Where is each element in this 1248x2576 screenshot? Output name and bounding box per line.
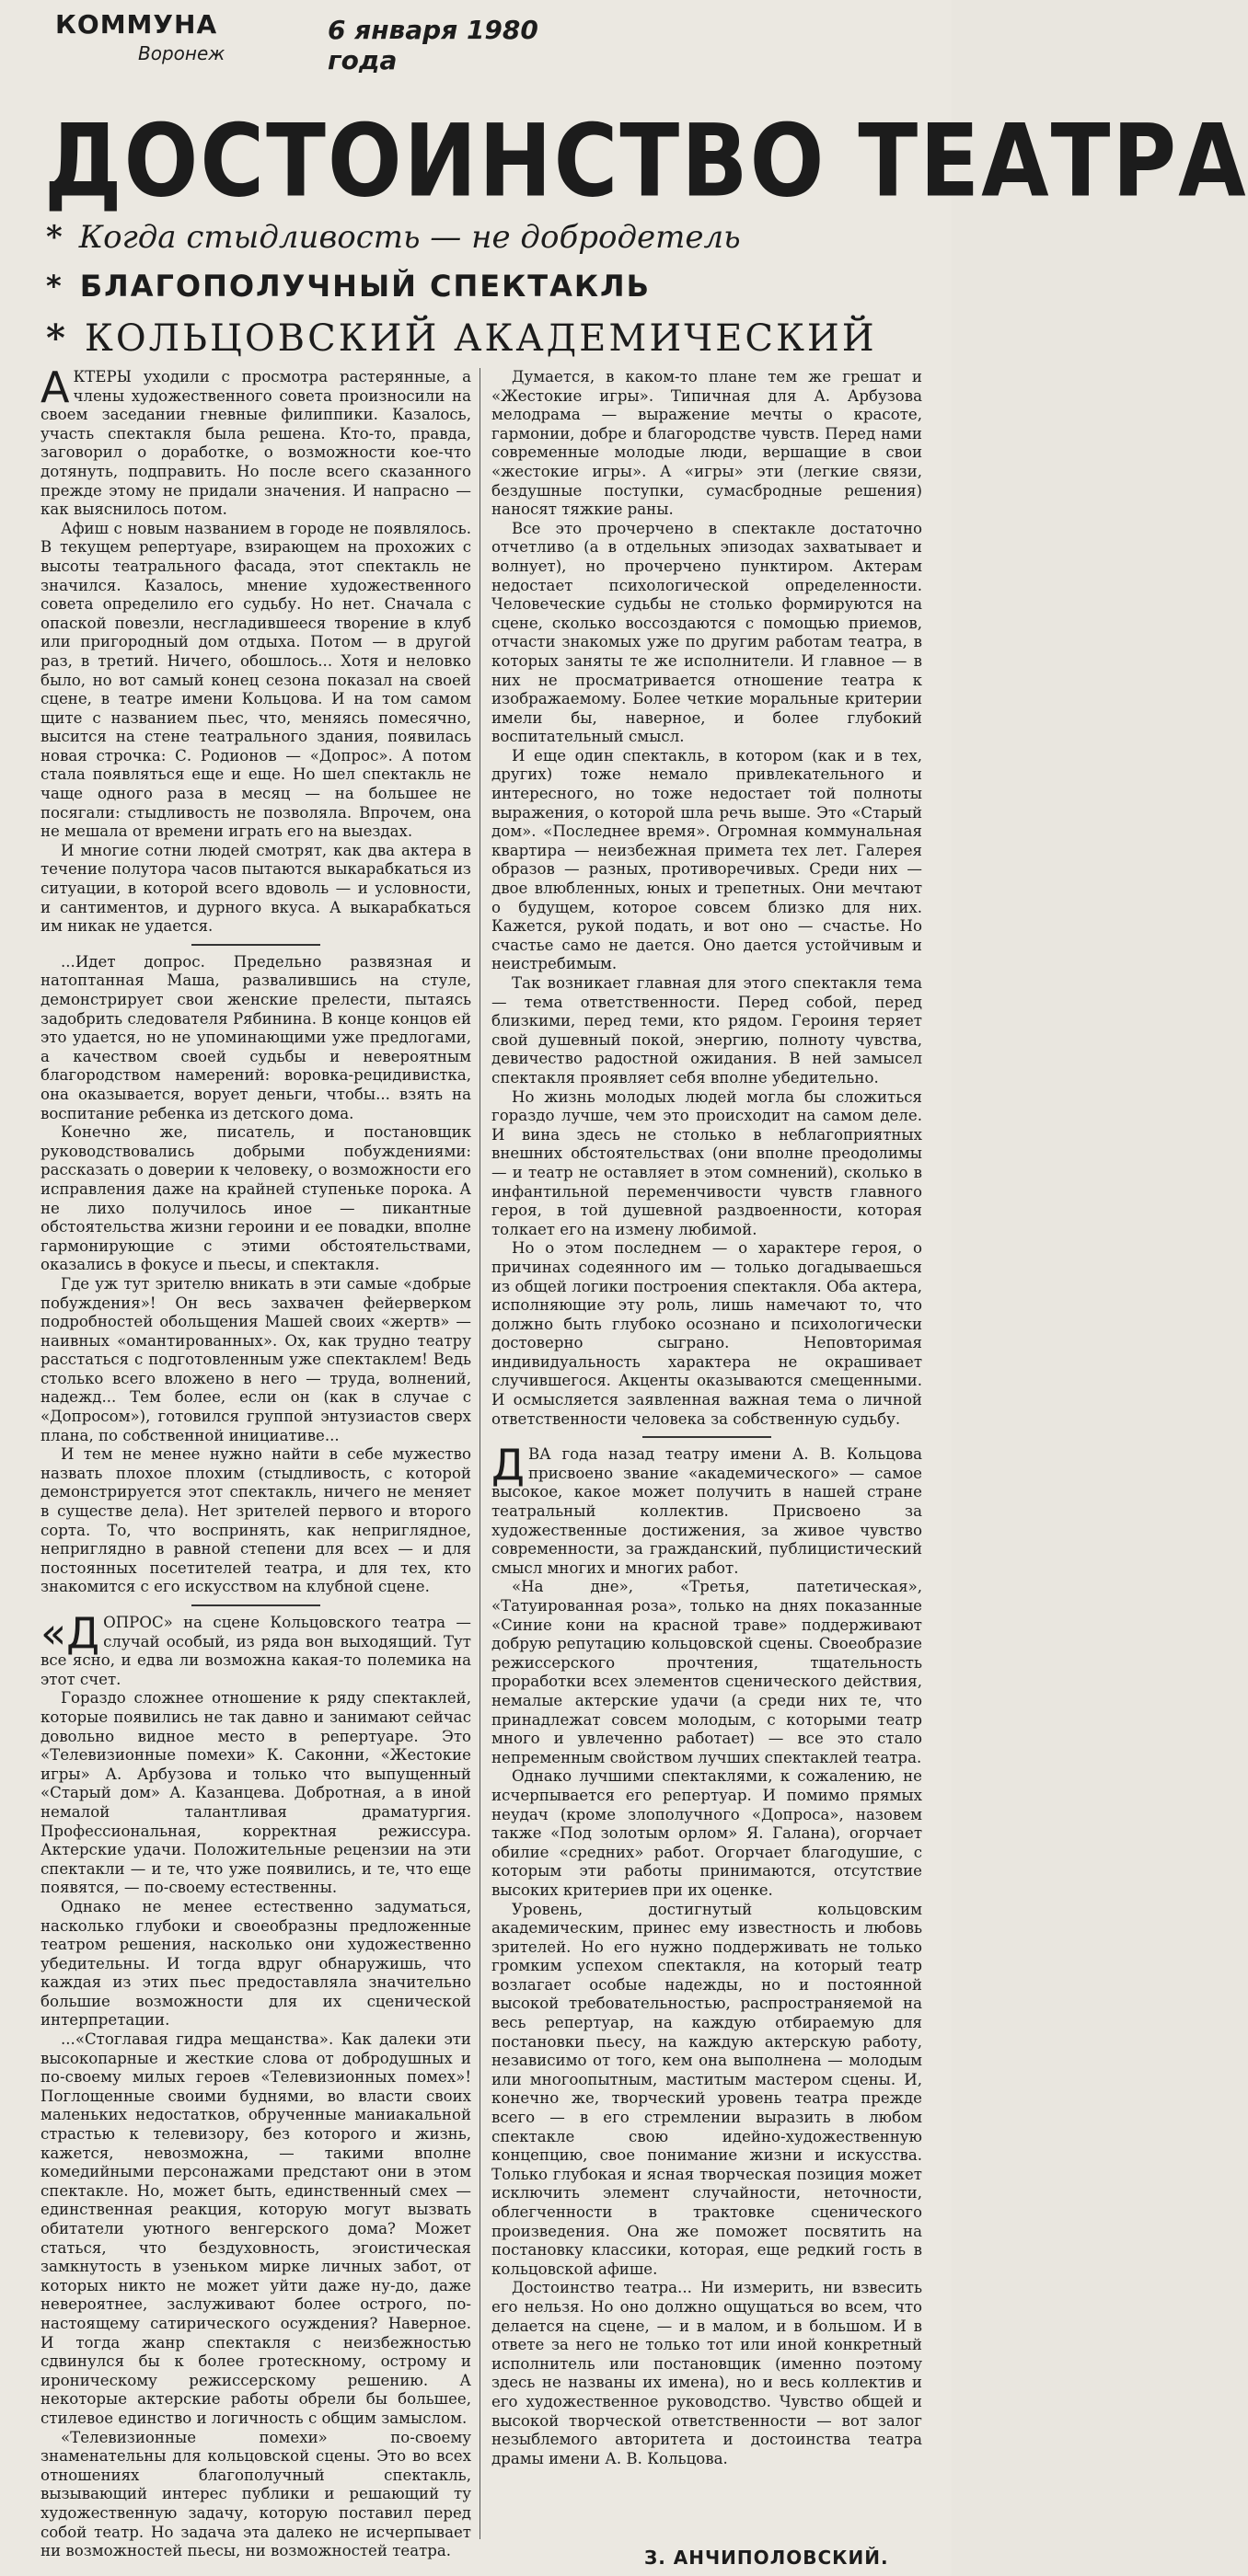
paragraph: ...«Стоглавая гидра мещанства». Как далеки эти высокопарные и жесткие слова от добродушных и по-своему милых героев «Телевизионных помех»! Поглощенные своими буднями, во власти своих маленьких недостатков, обрученные маниакальной страстью к телевизору, без которого и жизнь, кажется, невозможна, — такими вполне комедийными персонажами предстают они в этом спектакле. Но, может быть, единственный смех — единственная реакция, которую могут вызвать обитатели уютного венгерского дома? Может статься, что бездуховность, эгоистическая замкнутость в узеньком мирке личных забот, от которых никто не может уйти даже ну-до, даже невероятнее, заслуживают более острого, по-настоящему сатирического осуждения? Наверное. И тогда жанр спектакля с неизбежностью сдвинулся бы к более гротескному, острому и ироническому режиссерскому решению. А некоторые актерские работы обрели бы большее, стилевое единство и логичность с общим замыслом.: [40, 2030, 471, 2427]
paragraph: Думается, в каком-то плане тем же грешат и «Жестокие игры». Типичная для А. Арбузова мелодрама — выражение мечты о красоте, гармонии, добре и благородстве чувств. Перед нами современные молодые люди, вершащие в свои «жестокие игры». А «игры» эти (легкие связи, бездушные поступки, сумасбродные решения) наносят тяжкие раны.: [491, 368, 922, 519]
asterisk-icon: *: [46, 316, 68, 360]
asterisk-icon: *: [46, 219, 63, 256]
paragraph: Гораздо сложнее отношение к ряду спектаклей, которые появились не так давно и занимают сейчас довольно видное место в репертуаре. Это «Телевизионные помехи» К. Саконни, «Жестокие игры» А. Арбузова и только что выпущенный «Старый дом» А. Казанцева. Добротная, а в иной немалой талантливая драматургия. Профессиональная, корректная режиссура. Актерские удачи. Положительные рецензии на эти спектакли — и те, что уже появились, и те, что еще появятся, — по-своему естественны.: [40, 1689, 471, 1897]
paragraph: «Телевизионные помехи» по-своему знаменательны для кольцовской сцены. Это во всех отношениях благополучный спектакль, вызывающий интерес публики и решающий ту художественную задачу, которую поставил перед собой театр. Но задача эта далеко не исчерпывает ни возможностей пьесы, ни возможностей театра.: [40, 2428, 471, 2560]
paragraph: Однако лучшими спектаклями, к сожалению, не исчерпывается его репертуар. И помимо прямых неудач (кроме злополучного «Допроса», назовем также «Под золотым орлом» Я. Галана), огорчает обилие «средних» работ. Огорчает благодушие, с которым эти работы принимаются, отсутствие высоких критериев при их оценке.: [491, 1767, 922, 1899]
paragraph: Афиш с новым названием в городе не появлялось. В текущем репертуаре, взирающем на прохожих с высоты театрального фасада, этот спектакль не значился. Казалось, мнение художественного совета определило его судьбу. Но нет. Сначала с опаской повезли, несгладившееся творение в клуб или пригородный дом отдыха. Потом — в другой раз, в третий. Ничего, обошлось... Хотя и неловко было, но вот самый конец сезона показал на своей сцене, в театре имени Кольцова. И на том самом щите с названием пьес, что, меняясь помесячно, высится на стене театрального здания, появилась новая строчка: С. Родионов — «Допрос». А потом стала появляться еще и еще. Но шел спектакль не чаще одного раза в месяц — на большее не посягали: стыдливость не позволяла. Впрочем, она не мешала от времени играть его на выездах.: [40, 519, 471, 841]
paragraph: «ДОПРОС» на сцене Кольцовского театра — случай особый, из ряда вон выходящий. Тут все ясно, и едва ли возможна какая-то полемика на этот счет.: [40, 1608, 471, 1688]
paragraph: ДВА года назад театру имени А. В. Кольцова присвоено звание «академического» — самое высокое, какое может получить в нашей стране театральный коллектив. Присвоено за художественные достижения, за живое чувство современности, за гражданский, публицистический смысл многих и многих работ.: [491, 1440, 922, 1577]
masthead: [55, 6, 607, 75]
asterisk-icon: *: [46, 269, 64, 304]
paragraph: Так возникает главная для этого спектакля тема — тема ответственности. Перед собой, перед близкими, перед теми, кто рядом. Героиня теряет свой душевный покой, энергию, полноту чувства, девичество радостной ожидания. В ней замысел спектакля проявляет себя вполне убедительно.: [491, 974, 922, 1087]
paragraph: Все это прочерчено в спектакле достаточно отчетливо (а в отдельных эпизодах захватывает и волнует), но прочерчено пунктиром. Актерам недостает психологической определенности. Человеческие судьбы не столько формируются на сцене, сколько воссоздаются с помощью приемов, отчасти знакомых уже по другим работам театра, в которых заняты те же исполнители. И главное — в них не просматривается отношение театра к изображаемому. Более четкие моральные критерии имели бы, наверное, и более глубокий воспитательный смысл.: [491, 519, 922, 746]
paragraph: Достоинство театра... Ни измерить, ни взвесить его нельзя. Но оно должно ощущаться во всем, что делается на сцене, — и в малом, и в большом. И в ответе за него не только тот или иной конкретный исполнитель или постановщик (именно поэтому здесь не названы их имена), но и весь коллектив и его художественное руководство. Чувство общей и высокой творческой ответственности — вот залог незыблемого авторитета и достоинства театра драмы имени А. В. Кольцова.: [491, 2279, 922, 2467]
article-column-left: [40, 362, 471, 2560]
paragraph: Но жизнь молодых людей могла бы сложиться гораздо лучше, чем это происходит на самом деле. И вина здесь не столько в неблагоприятных внешних обстоятельствах (они вполне преодолимы — и театр не оставляет в этом сомнений), сколько в инфантильной переменчивости чувств главного героя, в той душевной раздвоенности, которая толкает его на измену любимой.: [491, 1087, 922, 1238]
subhead-3: [46, 316, 877, 360]
newspaper-name: КОММУНА: [55, 9, 218, 40]
paragraph: Однако не менее естественно задуматься, насколько глубоки и своеобразны предложенные театром решения, насколько они художественно убедительны. И тогда вдруг обнаружишь, что каждая из этих пьес предоставляла значительно большие возможности для их сценической интерпретации.: [40, 1897, 471, 2030]
article-headline: ДОСТОИНСТВО ТЕАТРА: [44, 103, 1248, 220]
subhead-2: [46, 269, 651, 304]
paragraph: И многие сотни людей смотрят, как два актера в течение полутора часов пытаются выкарабкаться из ситуации, в которой всего вдоволь — и условности, и сантиментов, и дурного вкуса. А выкарабкаться им никак не удается.: [40, 841, 471, 936]
article-column-right: [491, 368, 922, 2548]
section-divider: [191, 1604, 320, 1606]
section-divider: [191, 944, 320, 946]
paragraph: ...Идет допрос. Предельно развязная и натоптанная Маша, развалившись на стуле, демонстрирует свои женские прелести, пытаясь задобрить следователя Рябинина. В конце концов ей это удается, но не упоминающими уже предлогами, а качеством своей судьбы и невероятным благородством намерений: воровка-рецидивистка, она оказывается, ворует деньги, чтобы... взять на воспитание ребенка из детского дома.: [40, 952, 471, 1122]
issue-date: 6 января 1980 года: [328, 15, 538, 75]
section-divider: [642, 1436, 771, 1438]
paragraph: Но о этом последнем — о характере героя, о причинах содеянного им — только догадываешься из общей логики построения спектакля. Оба актера, исполняющие эту роль, лишь намечают то, что должно быть глубоко осознано и психологически достоверно сыграно. Неповторимая индивидуальность характера не окрашивает случившегося. Акценты оказываются смещенными. И осмысляется заявленная важная тема о личной ответственности человека за собственную судьбу.: [491, 1239, 922, 1428]
subhead-2-text: БЛАГОПОЛУЧНЫЙ СПЕКТАКЛЬ: [79, 269, 652, 304]
paragraph: И еще один спектакль, в котором (как и в тех, других) тоже немало привлекательного и интересного, но тоже недостает той полноты выражения, о которой шла речь выше. Это «Старый дом». «Последнее время». Огромная коммунальная квартира — неизбежная примета тех лет. Галерея образов — разных, противоречивых. Среди них — двое влюбленных, юных и трепетных. Они мечтают о будущем, которое совсем близко для них. Кажется, рукой подать, и вот оно — счастье. Но счастье само не дается. Оно дается устойчивым и неистребимым.: [491, 746, 922, 973]
paragraph: И тем не менее нужно найти в себе мужество назвать плохое плохим (стыдливость, с которой демонстрируется этот спектакль, ничего не меняет в существе дела). Нет зрителей первого и второго сорта. То, что воспринять, как неприглядное, неприглядно в равной степени для всех — и для постоянных посетителей театра, и для тех, кто знакомится с его искусством на клубной сцене.: [40, 1445, 471, 1596]
article-author: З. АНЧИПОЛОВСКИЙ.: [644, 2547, 889, 2569]
subhead-1-text: Когда стыдливость — не добродетель: [78, 219, 741, 256]
subhead-3-text: КОЛЬЦОВСКИЙ АКАДЕМИЧЕСКИЙ: [84, 317, 877, 360]
paragraph: Уровень, достигнутый кольцовским академическим, принес ему известность и любовь зрителей. Но его нужно поддерживать не только громким успехом спектакля, на который театр возлагает особые надежды, но и постоянной высокой требовательностью, распространяемой на весь репертуар, на каждую отбираемую для постановки пьесу, на каждую актерскую работу, независимо от того, кем она выполнена — молодым или многоопытным, маститым мастером сцены. И, конечно же, творческий уровень театра прежде всего — в его стремлении выразить в любом спектакле свою идейно-художественную концепцию, свое понимание жизни и искусства. Только глубокая и ясная творческая позиция может исключить элемент случайности, неточности, облегченности в трактовке сценического произведения. Она же поможет посвятить на постановку классики, которая, еще редкий гость в кольцовской афише.: [491, 1900, 922, 2278]
paragraph: АКТЕРЫ уходили с просмотра растерянные, а члены художественного совета произносили на своем заседании гневные филиппики. Казалось, участь спектакля была решена. Кто-то, правда, заговорил о доработке, о возможности кое-что дотянуть, подправить. Но после всего сказанного прежде этому не придали значения. И напрасно — как выяснилось потом.: [40, 362, 471, 519]
newspaper-city: Воронеж: [138, 42, 225, 64]
paragraph: «На дне», «Третья, патетическая», «Татуированная роза», только на днях показанные «Синие кони на красной траве» поддерживают добрую репутацию кольцовской сцены. Своеобразие режиссерского прочтения, тщательность проработки всех элементов сценического действия, немалые актерские удачи (а среди них те, что принадлежат совсем молодым, с которыми театр много и увлеченно работает) — все это стало непременным свойством лучших спектаклей театра.: [491, 1578, 922, 1766]
paragraph: Где уж тут зрителю вникать в эти самые «добрые побуждения»! Он весь захвачен фейерверком подробностей обольщения Машей своих «жертв» — наивных «омантированных». Ох, как трудно театру расстаться с подготовленным уже спектаклем! Ведь столько всего вложено в него — труда, волнений, надежд... Тем более, если он (как в случае с «Допросом»), готовился группой энтузиастов сверх плана, по собственной инициативе...: [40, 1274, 471, 1444]
subhead-1: [46, 219, 741, 256]
paragraph: Конечно же, писатель, и постановщик руководствовались добрыми побуждениями: рассказать о доверии к человеку, о возможности его исправления даже на крайней ступеньке порока. А не лихо получилось иное — пикантные обстоятельства жизни героини и ее повадки, вполне гармонирующие с этими обстоятельствами, оказались в фокусе и пьесы, и спектакля.: [40, 1123, 471, 1274]
